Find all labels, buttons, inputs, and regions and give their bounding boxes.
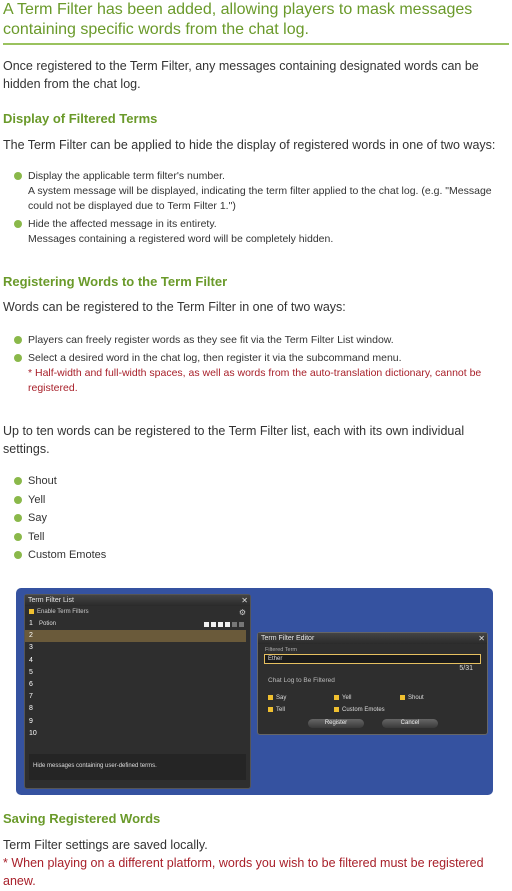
bullet-icon [14, 220, 22, 228]
list-item: Select a desired word in the chat log, then register it via the subcommand menu. * Half-width and full-width spaces, as well as words from the auto-translation dictionary, cannot be registered. [14, 351, 494, 396]
checkbox-shout[interactable]: Shout [400, 695, 424, 701]
register-lead: Words can be registered to the Term Filter in one of two ways: [3, 300, 346, 314]
table-row[interactable]: 1 Potion [25, 618, 250, 630]
list-item: Yell [14, 493, 214, 508]
checkbox-icon [334, 707, 339, 712]
table-row[interactable]: 4 [29, 656, 33, 664]
filtered-term-label: Filtered Term [265, 647, 297, 653]
checkbox-tell[interactable]: Tell [268, 707, 285, 713]
table-row[interactable]: 6 [29, 681, 33, 689]
table-row[interactable]: 3 [29, 644, 33, 652]
checkbox-icon [268, 707, 273, 712]
table-row[interactable]: 10 [29, 729, 37, 737]
checkbox-yell[interactable]: Yell [334, 695, 351, 701]
cancel-button[interactable]: Cancel [382, 719, 438, 728]
window-titlebar: Term Filter List ✕ [25, 595, 250, 606]
checkbox-icon [268, 695, 273, 700]
checkbox-icon [400, 695, 405, 700]
close-icon[interactable]: ✕ [241, 596, 248, 605]
term-filter-list-window [24, 594, 251, 789]
checkbox-custom-emotes[interactable]: Custom Emotes [334, 707, 385, 713]
bullet-icon [14, 336, 22, 344]
register-heading: Registering Words to the Term Filter [3, 274, 228, 289]
chatlog-label: Chat Log to Be Filtered [268, 677, 335, 684]
list-item: Shout [14, 474, 214, 489]
display-list [14, 169, 494, 250]
bullet-icon [14, 514, 22, 522]
close-icon[interactable]: ✕ [478, 634, 485, 643]
intro-text: Once registered to the Term Filter, any messages containing designated words can be hidden from the chat log. [3, 59, 479, 91]
description-box: Hide messages containing user-defined terms. [29, 754, 246, 780]
register-button[interactable]: Register [308, 719, 364, 728]
bullet-icon [14, 477, 22, 485]
channel-list [14, 474, 214, 567]
filtered-term-input[interactable]: Ether [264, 654, 481, 664]
game-screenshot [16, 588, 493, 795]
checkbox-say[interactable]: Say [268, 695, 286, 701]
table-row[interactable]: 5 [29, 668, 33, 676]
window-titlebar: Term Filter Editor ✕ [258, 633, 487, 644]
table-row[interactable]: 8 [29, 705, 33, 713]
saving-note: * When playing on a different platform, words you wish to be filtered must be registered anew. [3, 856, 484, 888]
checkbox-icon [334, 695, 339, 700]
page-title: A Term Filter has been added, allowing players to mask messages containing specific words from the chat log. [3, 0, 509, 45]
bullet-icon [14, 496, 22, 504]
bullet-icon [14, 354, 22, 362]
list-item: Custom Emotes [14, 548, 214, 563]
table-row[interactable]: 2 [25, 630, 246, 642]
display-lead: The Term Filter can be applied to hide the display of registered words in one of two ways: [3, 138, 496, 152]
list-item: Players can freely register words as they see fit via the Term Filter List window. [14, 333, 494, 348]
list-item: Tell [14, 530, 214, 545]
term-filter-editor-window [257, 632, 488, 735]
checkbox-icon [29, 609, 34, 614]
enable-filters-toggle[interactable]: Enable Term Filters ⚙ [25, 606, 250, 618]
bullet-icon [14, 551, 22, 559]
char-count: 5/31 [459, 665, 473, 672]
list-item: Display the applicable term filter's number. A system message will be displayed, indicating the term filter applied to the chat log. (e.g. "Message could not be displayed due to Term Filter 1.") [14, 169, 494, 214]
display-heading: Display of Filtered Terms [3, 111, 158, 126]
list-item: Say [14, 511, 214, 526]
bullet-icon [14, 172, 22, 180]
register-list [14, 333, 494, 399]
table-row[interactable]: 9 [29, 717, 33, 725]
table-row[interactable]: 7 [29, 693, 33, 701]
saving-heading: Saving Registered Words [3, 811, 161, 826]
bullet-icon [14, 533, 22, 541]
saving-text: Term Filter settings are saved locally. [3, 838, 208, 852]
limit-text: Up to ten words can be registered to the Term Filter list, each with its own individual settings. [3, 424, 465, 456]
list-item: Hide the affected message in its entirety. Messages containing a registered word will be completely hidden. [14, 217, 494, 247]
gear-icon[interactable]: ⚙ [238, 608, 246, 617]
